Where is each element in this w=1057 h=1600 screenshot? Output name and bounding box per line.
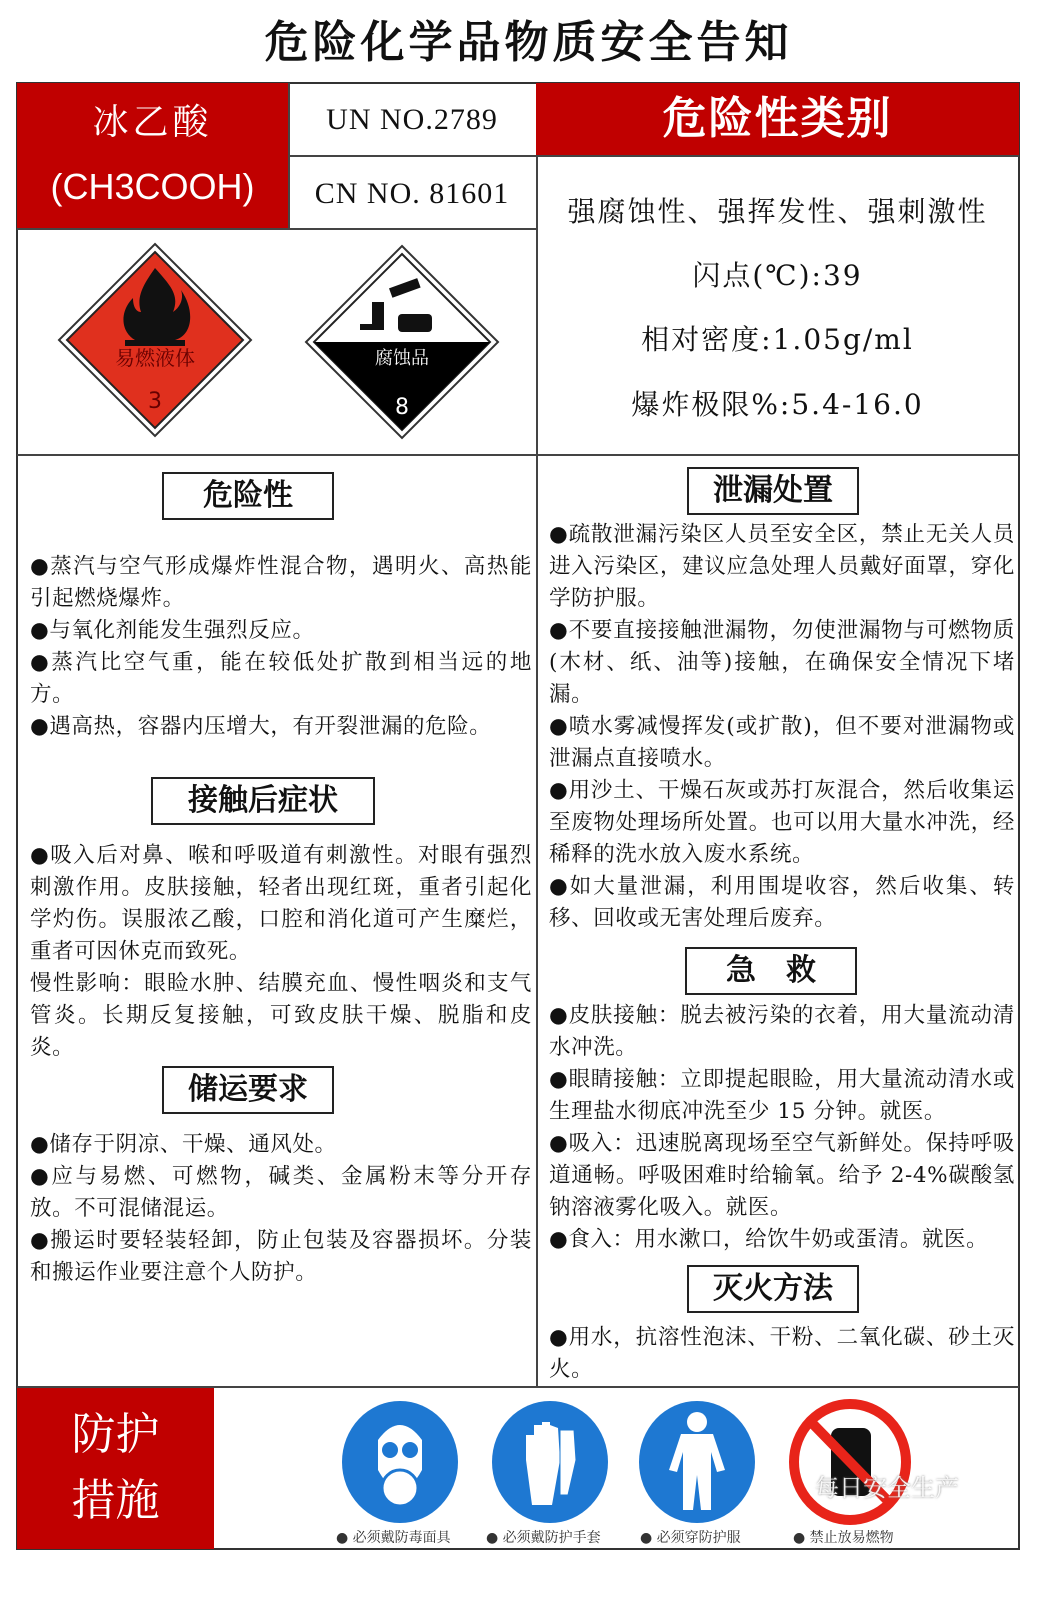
paragraph: ●皮肤接触：脱去被污染的衣着，用大量流动清水冲洗。 xyxy=(549,1003,1015,1060)
pictogram-class: 3 xyxy=(148,389,162,414)
protection-heading xyxy=(17,1388,214,1549)
symptoms-text xyxy=(30,840,532,1064)
paragraph: ●与氧化剂能发生强烈反应。 xyxy=(30,618,315,643)
protection-heading-line: 防护 xyxy=(71,1409,160,1460)
paragraph: ●遇高热，容器内压增大，有开裂泄漏的危险。 xyxy=(30,714,492,739)
paragraph: ●用沙土、干燥石灰或苏打灰混合，然后收集运至废物处理场所处置。也可以用大量水冲洗，经稀释的洗水放入废水系统。 xyxy=(549,778,1015,867)
page-title: 危险化学品物质安全告知 xyxy=(264,17,793,68)
first-aid-heading: 急 救 xyxy=(685,947,857,995)
divider xyxy=(288,83,290,228)
hazard-text xyxy=(30,551,532,743)
leak-text xyxy=(549,519,1015,935)
gloves-icon xyxy=(490,1400,610,1525)
paragraph: ●食入：用水漱口，给饮牛奶或蛋清。就医。 xyxy=(549,1227,989,1252)
flammable-liquid-pictogram xyxy=(55,240,255,440)
paragraph: ●吸入：迅速脱离现场至空气新鲜处。保持呼吸道通畅。呼吸困难时给输氧。给予 2-4%碳酸氢钠溶液雾化吸入。就医。 xyxy=(549,1131,1015,1220)
paragraph: ●吸入后对鼻、喉和呼吸道有刺激性。对眼有强烈刺激作用。皮肤接触，轻者出现红斑，重者引起化学灼伤。误服浓乙酸，口腔和消化道可产生糜烂，重者可因休克而致死。 xyxy=(30,843,532,964)
storage-heading: 储运要求 xyxy=(162,1066,334,1114)
fire-heading: 灭火方法 xyxy=(687,1265,859,1313)
flash-point: 闪点(℃):39 xyxy=(692,259,863,292)
paragraph: ●不要直接接触泄漏物，勿使泄漏物与可燃物质(木材、纸、油等)接触，在确保安全情况下堵漏。 xyxy=(549,618,1015,707)
watermark: 每日安全生产 xyxy=(815,1474,959,1502)
divider xyxy=(536,155,1019,157)
divider xyxy=(17,228,536,230)
first-aid-text xyxy=(549,1000,1015,1256)
paragraph: ●眼睛接触：立即提起眼睑，用大量流动清水或生理盐水彻底冲洗至少 15 分钟。就医。 xyxy=(549,1067,1015,1124)
paragraph: ●储存于阴凉、干燥、通风处。 xyxy=(30,1132,337,1157)
pictogram-class: 8 xyxy=(395,395,409,420)
paragraph: ●应与易燃、可燃物，碱类、金属粉末等分开存放。不可混储混运。 xyxy=(30,1164,532,1221)
pictogram-label: 腐蚀品 xyxy=(375,348,429,369)
symptoms-heading: 接触后症状 xyxy=(151,777,375,825)
relative-density: 相对密度:1.05g/ml xyxy=(641,323,914,356)
paragraph: ●搬运时要轻装轻卸，防止包装及容器损坏。分装和搬运作业要注意个人防护。 xyxy=(30,1228,532,1285)
explosion-limit: 爆炸极限%:5.4-16.0 xyxy=(631,388,924,421)
hazard-heading: 危险性 xyxy=(162,472,334,520)
gas-mask-icon xyxy=(340,1400,460,1525)
chemical-name: 冰乙酸 xyxy=(92,102,213,143)
pictogram-label: 易燃液体 xyxy=(115,346,195,370)
paragraph: ●蒸汽与空气形成爆炸性混合物，遇明火、高热能引起燃烧爆炸。 xyxy=(30,554,532,611)
sign-label: ● 必须戴防护手套 xyxy=(486,1530,601,1546)
paragraph: ●用水，抗溶性泡沫、干粉、二氧化碳、砂土灭火。 xyxy=(549,1325,1015,1382)
hazard-summary: 强腐蚀性、强挥发性、强刺激性 xyxy=(567,195,988,228)
storage-text xyxy=(30,1129,532,1289)
hazard-class-heading: 危险性类别 xyxy=(536,83,1019,155)
corrosive-pictogram xyxy=(302,242,502,442)
cn-number: CN NO. 81601 xyxy=(314,177,510,210)
leak-heading: 泄漏处置 xyxy=(687,467,859,515)
sign-label: ● 必须穿防护服 xyxy=(640,1530,741,1546)
sign-label: ● 必须戴防毒面具 xyxy=(336,1530,451,1546)
protection-heading-line: 措施 xyxy=(71,1475,160,1526)
paragraph: ●疏散泄漏污染区人员至安全区，禁止无关人员进入污染区，建议应急处理人员戴好面罩，穿化学防护服。 xyxy=(549,522,1015,611)
fire-text xyxy=(549,1322,1015,1386)
chemical-formula: (CH3COOH) xyxy=(50,166,255,207)
paragraph: ●蒸汽比空气重，能在较低处扩散到相当远的地方。 xyxy=(30,650,532,707)
un-number: UN NO.2789 xyxy=(326,103,498,136)
paragraph: 慢性影响：眼睑水肿、结膜充血、慢性咽炎和支气管炎。长期反复接触，可致皮肤干燥、脱脂和皮炎。 xyxy=(30,971,532,1060)
divider xyxy=(17,454,1019,456)
paragraph: ●喷水雾减慢挥发(或扩散)，但不要对泄漏物或泄漏点直接喷水。 xyxy=(549,714,1015,771)
sign-label: ● 禁止放易燃物 xyxy=(793,1530,894,1546)
no-flammables-icon xyxy=(787,1398,913,1526)
chemical-name-cell xyxy=(17,83,288,228)
protective-suit-icon xyxy=(637,1400,757,1525)
paragraph: ●如大量泄漏，利用围堤收容，然后收集、转移、回收或无害处理后废弃。 xyxy=(549,874,1015,931)
